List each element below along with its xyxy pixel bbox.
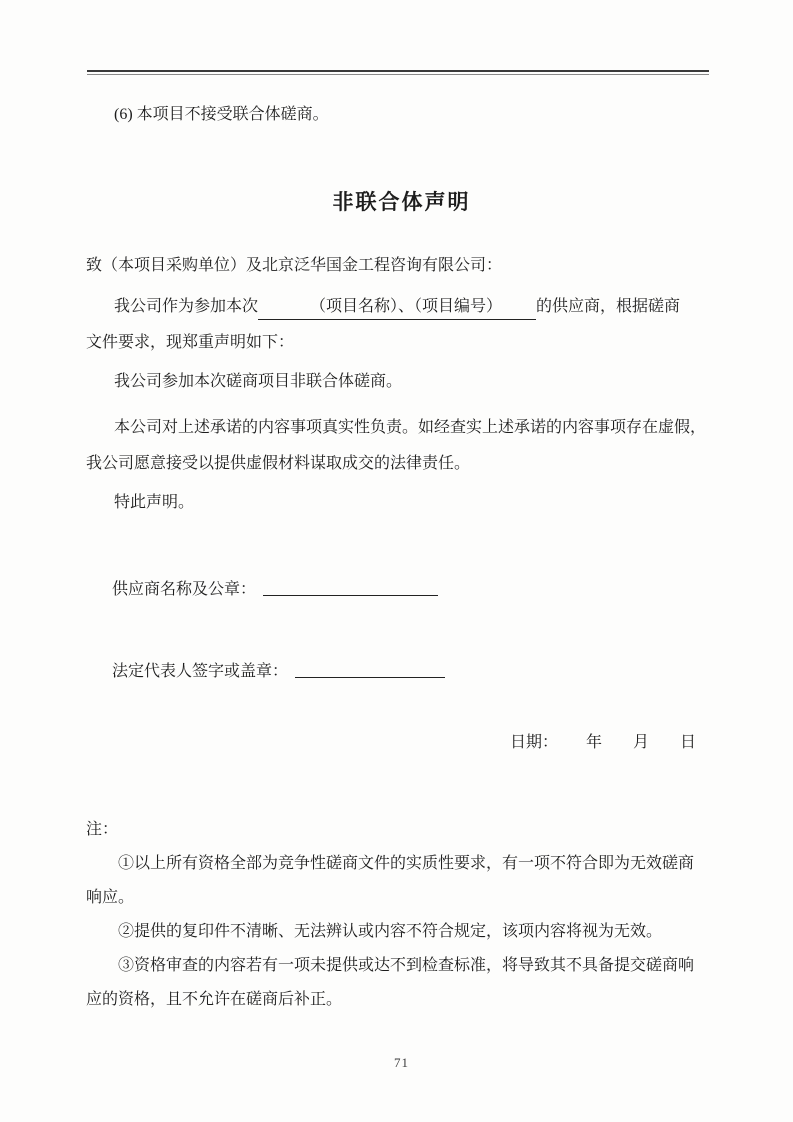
legal-rep-signature-blank [295, 660, 445, 678]
note-3-line-1: ③资格审查的内容若有一项未提供或达不到检查标准，将导致其不具备提交磋商响 [118, 957, 695, 974]
salutation-line: 致（本项目采购单位）及北京泛华国金工程咨询有限公司： [86, 257, 503, 274]
page-number: 71 [394, 1055, 409, 1070]
note-3-line-2: 应的资格，且不允许在磋商后补正。 [86, 991, 343, 1008]
date-row [510, 733, 696, 753]
date-label: 日期： [510, 734, 559, 751]
responsibility-line-2: 我公司愿意接受以提供虚假材料谋取成交的法律责任。 [86, 455, 471, 472]
note-2-line: ②提供的复印件不清晰、无法辨认或内容不符合规定，该项内容将视为无效。 [118, 923, 663, 940]
notes-heading: 注： [86, 821, 119, 838]
statement-line: 我公司参加本次磋商项目非联合体磋商。 [114, 373, 403, 390]
responsibility-line-1: 本公司对上述承诺的内容事项真实性负责。如经查实上述承诺的内容事项存在虚假， [114, 419, 707, 436]
note-1-line-1: ①以上所有资格全部为竞争性磋商文件的实质性要求，有一项不符合即为无效磋商 [118, 855, 695, 872]
header-double-rule [87, 70, 709, 75]
supplier-signature-row [86, 578, 743, 600]
participation-line-2: 文件要求，现郑重声明如下： [86, 334, 295, 351]
supplier-name-seal-label: 供应商名称及公章： [112, 581, 257, 598]
date-day-label: 日 [680, 734, 697, 751]
closing-line: 特此声明。 [114, 494, 195, 511]
legal-rep-signature-row [86, 660, 743, 682]
note-1-line-2: 响应。 [86, 889, 135, 906]
supplier-signature-blank [263, 578, 438, 596]
date-month-label: 月 [633, 734, 650, 751]
participation-pre-text: 我公司作为参加本次 [114, 298, 259, 315]
legal-rep-label: 法定代表人签字或盖章： [112, 663, 289, 680]
participation-line-1 [86, 297, 745, 320]
participation-post-text: 的供应商，根据磋商 [536, 298, 681, 315]
clause-6-line: (6) 本项目不接受联合体磋商。 [114, 106, 329, 123]
project-name-number-blank: （项目名称）、（项目编号） [258, 297, 536, 320]
document-title: 非联合体声明 [332, 190, 471, 214]
date-year-label: 年 [586, 734, 603, 751]
